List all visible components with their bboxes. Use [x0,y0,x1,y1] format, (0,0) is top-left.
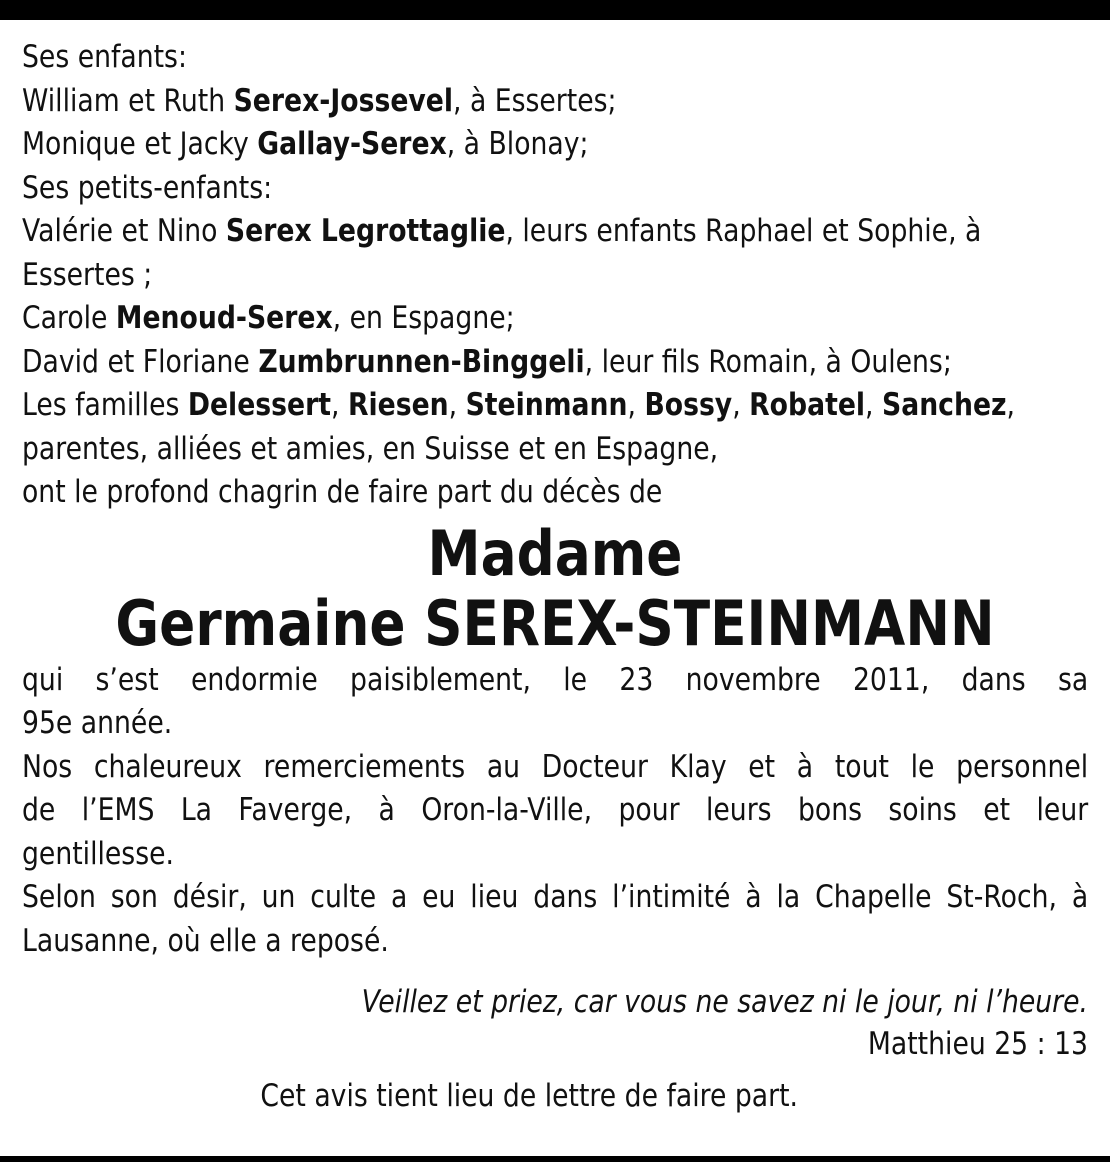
bible-verse [22,981,1088,1065]
child-line-2 [22,123,1088,167]
family-separator: , [627,387,645,423]
verse-reference: Matthieu 25 : 13 [867,1026,1088,1062]
verse-quote: Veillez et priez, car vous ne savez ni le jour, ni l’heure. [361,984,1089,1020]
service-line: Selon son désir, un culte a eu lieu dans l’intimité à la Chapelle St-Roch, à [22,879,1089,915]
family-separator: , [448,387,466,423]
family-name: Steinmann [465,387,628,423]
thanks-line: gentillesse. [22,835,174,872]
family-separator: , [732,387,750,423]
family-separator: , [330,387,348,423]
grandchild-surname: Menoud-Serex [115,300,333,336]
child-names: William et Ruth [22,82,226,119]
death-notice [22,36,1088,1117]
family-name: Robatel [749,387,866,423]
families-line [22,384,1088,428]
deceased-name: Germaine SEREX-STEINMANN [115,586,995,660]
grandchild-line-1 [22,210,1088,254]
grandchild-surname: Serex Legrottaglie [225,213,506,249]
grandchild-names: Valérie et Nino [22,213,218,249]
relatives-line: parentes, alliées et amies, en Suisse et en Espagne, [22,430,719,467]
footer-note: Cet avis tient lieu de lettre de faire part. [260,1078,799,1114]
grandchild-rest: , leurs enfants Raphael et Sophie, à [505,213,982,249]
top-border [0,0,1110,20]
death-line: qui s’est endormie paisiblement, le 23 novembre 2011, dans sa [22,661,1089,698]
child-line-1 [22,80,1088,124]
child-surname: Gallay-Serex [257,126,447,162]
child-names: Monique et Jacky [22,126,249,162]
bottom-border [0,1156,1110,1162]
grandchild-surname: Zumbrunnen-Binggeli [258,343,585,380]
grandchild-names: David et Floriane [22,343,250,380]
grandchild-line-1-cont: Essertes ; [22,256,153,293]
grandchild-line-3 [22,341,1088,385]
thanks-line: de l’EMS La Faverge, à Oron-la-Ville, pour leurs bons soins et leur [22,792,1089,828]
grandchild-place: , leur fils Romain, à Oulens; [584,343,952,380]
child-surname: Serex-Jossevel [233,82,454,119]
thanks-paragraph [22,746,1088,877]
grandchild-place: , en Espagne; [332,300,515,336]
service-line: Lausanne, où elle a reposé. [22,922,389,959]
death-line: 95e année. [22,705,173,741]
grandchildren-heading: Ses petits-enfants: [22,169,273,206]
family-name: Sanchez [882,387,1007,423]
thanks-line: Nos chaleureux remerciements au Docteur Klay et à tout le personnel [22,748,1089,785]
family-name: Delessert [187,387,331,423]
family-separator: , [865,387,882,423]
families-suffix: , [1006,387,1016,423]
child-place: , à Essertes; [453,82,617,119]
grandchild-names: Carole [22,300,108,336]
announcement-line: ont le profond chagrin de faire part du décès de [22,474,663,510]
family-name: Bossy [644,387,733,423]
service-paragraph [22,876,1088,963]
child-place: , à Blonay; [446,126,589,162]
children-heading: Ses enfants: [22,39,187,75]
family-name: Riesen [347,387,449,423]
families-prefix: Les familles [22,387,180,423]
deceased-name-block [22,516,1088,660]
grandchild-line-2 [22,297,1088,341]
honorific-title: Madame [427,516,683,590]
death-paragraph [22,659,1088,746]
